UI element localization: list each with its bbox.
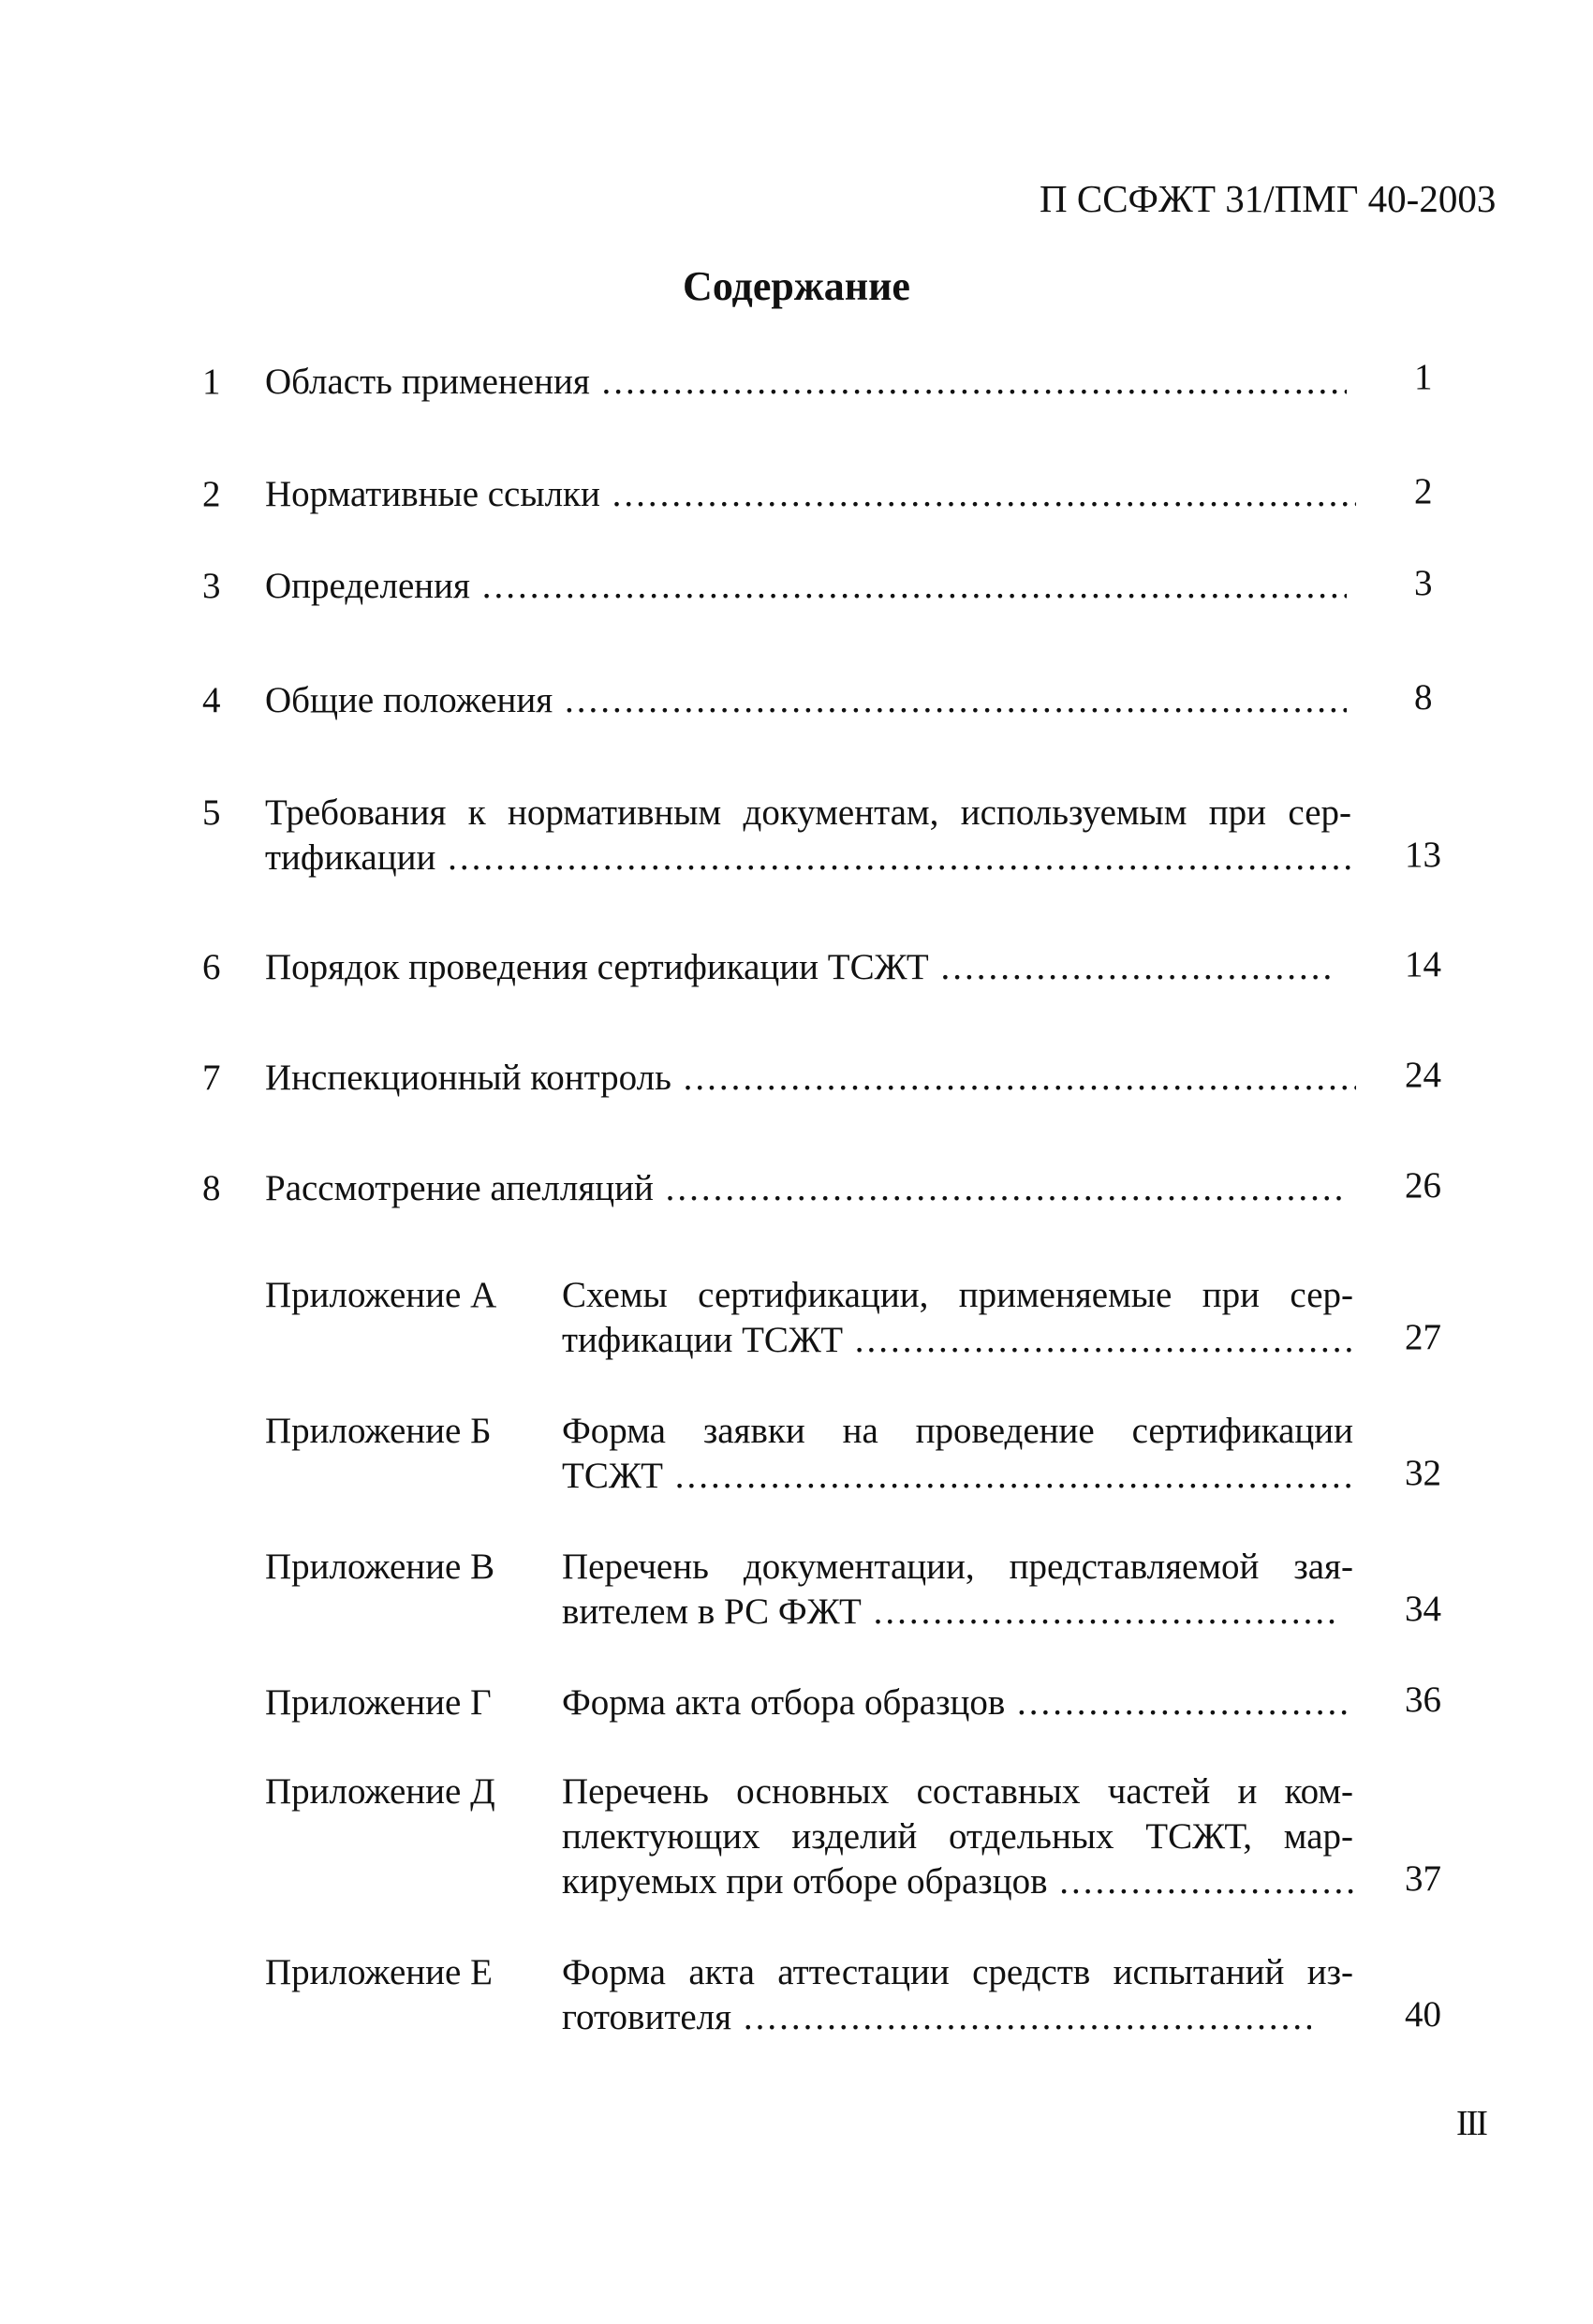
section-number: 7 bbox=[202, 1058, 221, 1098]
footer-page-number: III bbox=[1456, 2104, 1486, 2143]
page-number: 14 bbox=[1405, 944, 1441, 984]
section-number: 5 bbox=[202, 792, 221, 833]
page-number: 26 bbox=[1405, 1165, 1441, 1206]
section-title: Общие положения ..... bbox=[265, 679, 1347, 721]
section-title: Порядок проведения сертификации ТСЖТ ..... bbox=[265, 946, 1333, 988]
section-title: Область применения ..... bbox=[265, 361, 1347, 403]
page-number: 3 bbox=[1414, 563, 1433, 603]
appendix-title-line: Перечень основных составных частей и ком- bbox=[562, 1771, 1353, 1812]
appendix-title-line: Форма акта аттестации средств испытаний из- bbox=[562, 1952, 1353, 1992]
document-code: П ССФЖТ 31/ПМГ 40-2003 bbox=[1040, 177, 1497, 220]
appendix-title-line: вителем в РС ФЖТ ..... bbox=[562, 1591, 1339, 1633]
appendix-title-line: ТСЖТ ..... bbox=[562, 1455, 1353, 1497]
appendix-label: Приложение Б bbox=[265, 1411, 492, 1451]
appendix-title-line: Перечень документации, представляемой зая- bbox=[562, 1547, 1353, 1587]
appendix-label: Приложение Г bbox=[265, 1682, 492, 1723]
page-number: 34 bbox=[1405, 1589, 1441, 1629]
appendix-title-line: Форма акта отбора образцов ..... bbox=[562, 1681, 1353, 1724]
section-number: 8 bbox=[202, 1168, 221, 1208]
appendix-title-line: тификации ТСЖТ ..... bbox=[562, 1319, 1353, 1361]
page-number: 37 bbox=[1405, 1858, 1441, 1899]
page-number: 36 bbox=[1405, 1680, 1441, 1720]
page-number: 13 bbox=[1405, 835, 1441, 875]
page-number: 32 bbox=[1405, 1453, 1441, 1493]
page-number: 1 bbox=[1414, 357, 1433, 397]
section-number: 1 bbox=[202, 362, 221, 402]
page-number: 2 bbox=[1414, 471, 1433, 511]
section-title-line: Требования к нормативным документам, используемым при сер- bbox=[265, 792, 1351, 833]
section-title: Рассмотрение апелляций ..... bbox=[265, 1167, 1347, 1209]
page-number: 24 bbox=[1405, 1055, 1441, 1095]
section-title-line: тификации ..... bbox=[265, 836, 1356, 879]
section-title: Нормативные ссылки ..... bbox=[265, 473, 1356, 515]
section-number: 6 bbox=[202, 947, 221, 987]
page-title: Содержание bbox=[683, 263, 910, 309]
page-number: 8 bbox=[1414, 677, 1433, 718]
section-number: 4 bbox=[202, 680, 221, 720]
appendix-title-line: Схемы сертификации, применяемые при сер- bbox=[562, 1275, 1353, 1315]
appendix-label: Приложение В bbox=[265, 1547, 495, 1587]
page-number: 40 bbox=[1405, 1994, 1441, 2035]
page-number: 27 bbox=[1405, 1317, 1441, 1357]
appendix-title-line: плектующих изделий отдельных ТСЖТ, мар- bbox=[562, 1816, 1353, 1857]
appendix-label: Приложение Е bbox=[265, 1952, 493, 1992]
appendix-title-line: готовителя ..... bbox=[562, 1996, 1311, 2038]
appendix-title-line: Форма заявки на проведение сертификации bbox=[562, 1411, 1353, 1451]
appendix-title-line: кируемых при отборе образцов ..... bbox=[562, 1860, 1358, 1902]
section-number: 2 bbox=[202, 474, 221, 514]
appendix-label: Приложение Д bbox=[265, 1771, 495, 1812]
section-title: Определения ..... bbox=[265, 565, 1347, 607]
appendix-label: Приложение А bbox=[265, 1275, 497, 1315]
section-number: 3 bbox=[202, 566, 221, 606]
section-title: Инспекционный контроль ..... bbox=[265, 1057, 1356, 1099]
